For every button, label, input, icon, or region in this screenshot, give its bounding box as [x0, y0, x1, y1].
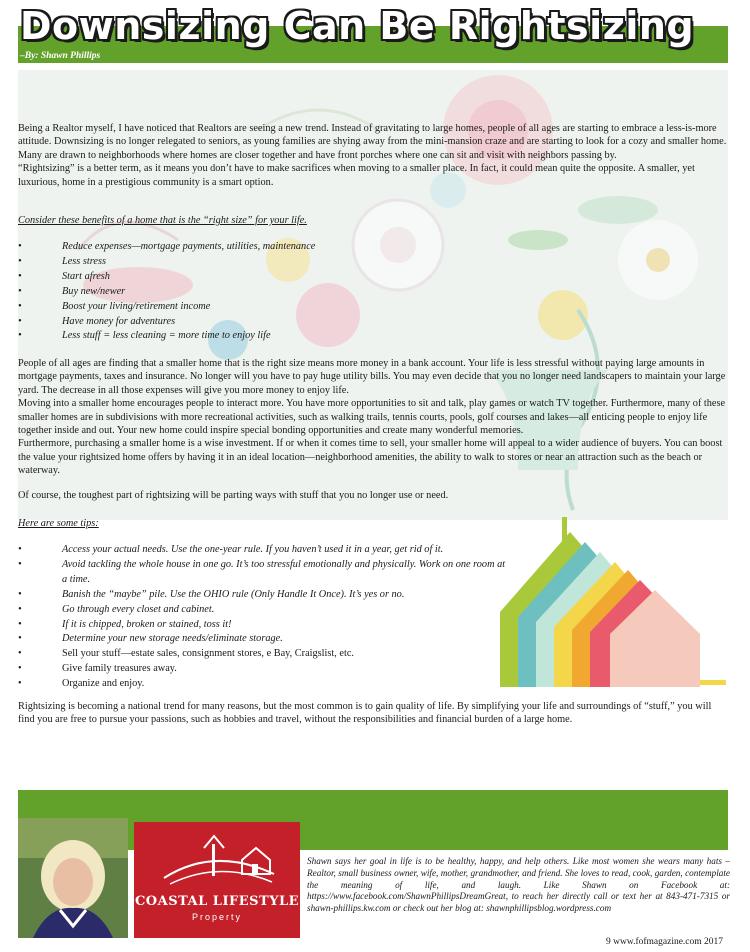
author-bio: Shawn says her goal in life is to be healthy, happy, and help others. Like most women she wears many hats – Realtor, small business owner, wife, mother, grandmother, and friend. She loves to read, cook, garden, contemplate the meaning of life, and laugh. Like Shawn on Facebook at: https://www.facebook.com/ShawnPhillipsDreamGreat, to reach her directly call or text her at 843-471-7315 or shawn-phillips.kw.com or check out her blog at: shawnphillipsblog.wordpress.com	[307, 856, 730, 914]
list-item: • Access your actual needs. Use the one-year rule. If you haven’t used it in a year, get rid of it.	[18, 543, 508, 558]
list-item: • Give family treasures away.	[18, 662, 508, 677]
author-photo	[18, 818, 128, 938]
list-item: • Boost your living/retirement income	[18, 300, 315, 315]
list-item: • Buy new/newer	[18, 285, 315, 300]
list-item: • Reduce expenses—mortgage payments, utilities, maintenance	[18, 240, 315, 255]
closing-paragraph: Rightsizing is becoming a national trend for many reasons, but the most common is to gain quality of life. By simplifying your life and surroundings of “stuff,” you will find you are free to pursue your passions, such as hobbies and travel, without the responsibilities and financial burden of a large home.	[18, 701, 712, 726]
logo-name: COASTAL LIFESTYLE	[134, 894, 300, 909]
list-item: • Start afresh	[18, 270, 315, 285]
paragraph: Furthermore, purchasing a smaller home is a wise investment. If or when it comes time to sell, your smaller home will appeal to a wider audience of buyers. You can boost the value your rightsized home offers by having it in an ideal location—neighborhood amenities, the ability to walk to stores or near an attraction such as the beach or waterway.	[18, 438, 723, 477]
list-item: • Organize and enjoy.	[18, 677, 508, 692]
list-item: • Banish the “maybe” pile. Use the OHIO rule (Only Handle It Once). It’s yes or no.	[18, 588, 508, 603]
tips-heading: Here are some tips:	[18, 518, 99, 529]
paragraph: People of all ages are finding that a smaller home that is the right size means more money in a bank account. Your life is less stressful without paying large amounts in mortgage payments, taxes and insurance. No longer will you have to pay huge utility bills. You may even decide that you no longer need landscapers to maintain your large yard. The decrease in all those expenses will give you more money to enjoy life.	[18, 358, 726, 396]
body-paragraphs	[18, 357, 730, 478]
paragraph: Of course, the toughest part of rightsizing will be parting ways with stuff that you no longer use or need.	[18, 490, 449, 501]
list-item: • Less stuff = less cleaning = more time to enjoy life	[18, 329, 315, 344]
paragraph: Moving into a smaller home encourages people to interact more. You have more opportunities to sit and talk, play games or watch TV together. Furthermore, many of these smaller homes are in subdivisions with more recreational activities, such as walking trails, tennis courts, pools, golf courses and lakes—all enticing people to enjoy life together inside and out. Your new home could inspire special bonding opportunities and create many wonderful memories.	[18, 398, 726, 437]
intro-paragraph	[18, 122, 730, 189]
list-item: • If it is chipped, broken or stained, toss it!	[18, 618, 508, 633]
list-item: • Determine your new storage needs/eliminate storage.	[18, 632, 508, 647]
list-item: • Go through every closet and cabinet.	[18, 603, 508, 618]
logo-subtitle: Property	[191, 912, 242, 922]
coastal-lifestyle-logo	[134, 822, 300, 938]
benefits-heading: Consider these benefits of a home that is the “right size” for your life.	[18, 215, 307, 226]
list-item: • Less stress	[18, 255, 315, 270]
page-title: Downsizing Can Be Rightsizing	[20, 4, 695, 48]
list-item: • Sell your stuff—estate sales, consignment stores, e Bay, Craigslist, etc.	[18, 647, 508, 662]
byline: –By: Shawn Phillips	[20, 51, 101, 61]
page-folio: 9 www.fofmagazine.com 2017	[606, 937, 724, 947]
intro-text: Being a Realtor myself, I have noticed that Realtors are seeing a new trend. Instead of gravitating to large homes, people of all ages are starting to embrace a less-is-more attitude. Downsizing is no longer relegated to seniors, as young families are shying away from the mini-mansion craze and are starting to look for a cozy and smaller home. Many are drawn to neighborhoods where homes are closer together and have front porches where one can sit and visit with neighbors passing by.	[18, 123, 727, 161]
intro-text-2: “Rightsizing” is a better term, as it means you don’t have to make sacrifices when moving to a smaller place. In fact, it could mean quite the opposite. A smaller, yet luxurious, home in a prestigious community is a smart option.	[18, 163, 695, 188]
benefits-list	[18, 240, 315, 344]
list-item: • Avoid tackling the whole house in one go. It’s too stressful emotionally and physically. Work on one room at a time.	[18, 558, 508, 588]
colorful-house-illustration	[500, 512, 728, 692]
tips-list	[18, 543, 508, 692]
list-item: • Have money for adventures	[18, 315, 315, 330]
